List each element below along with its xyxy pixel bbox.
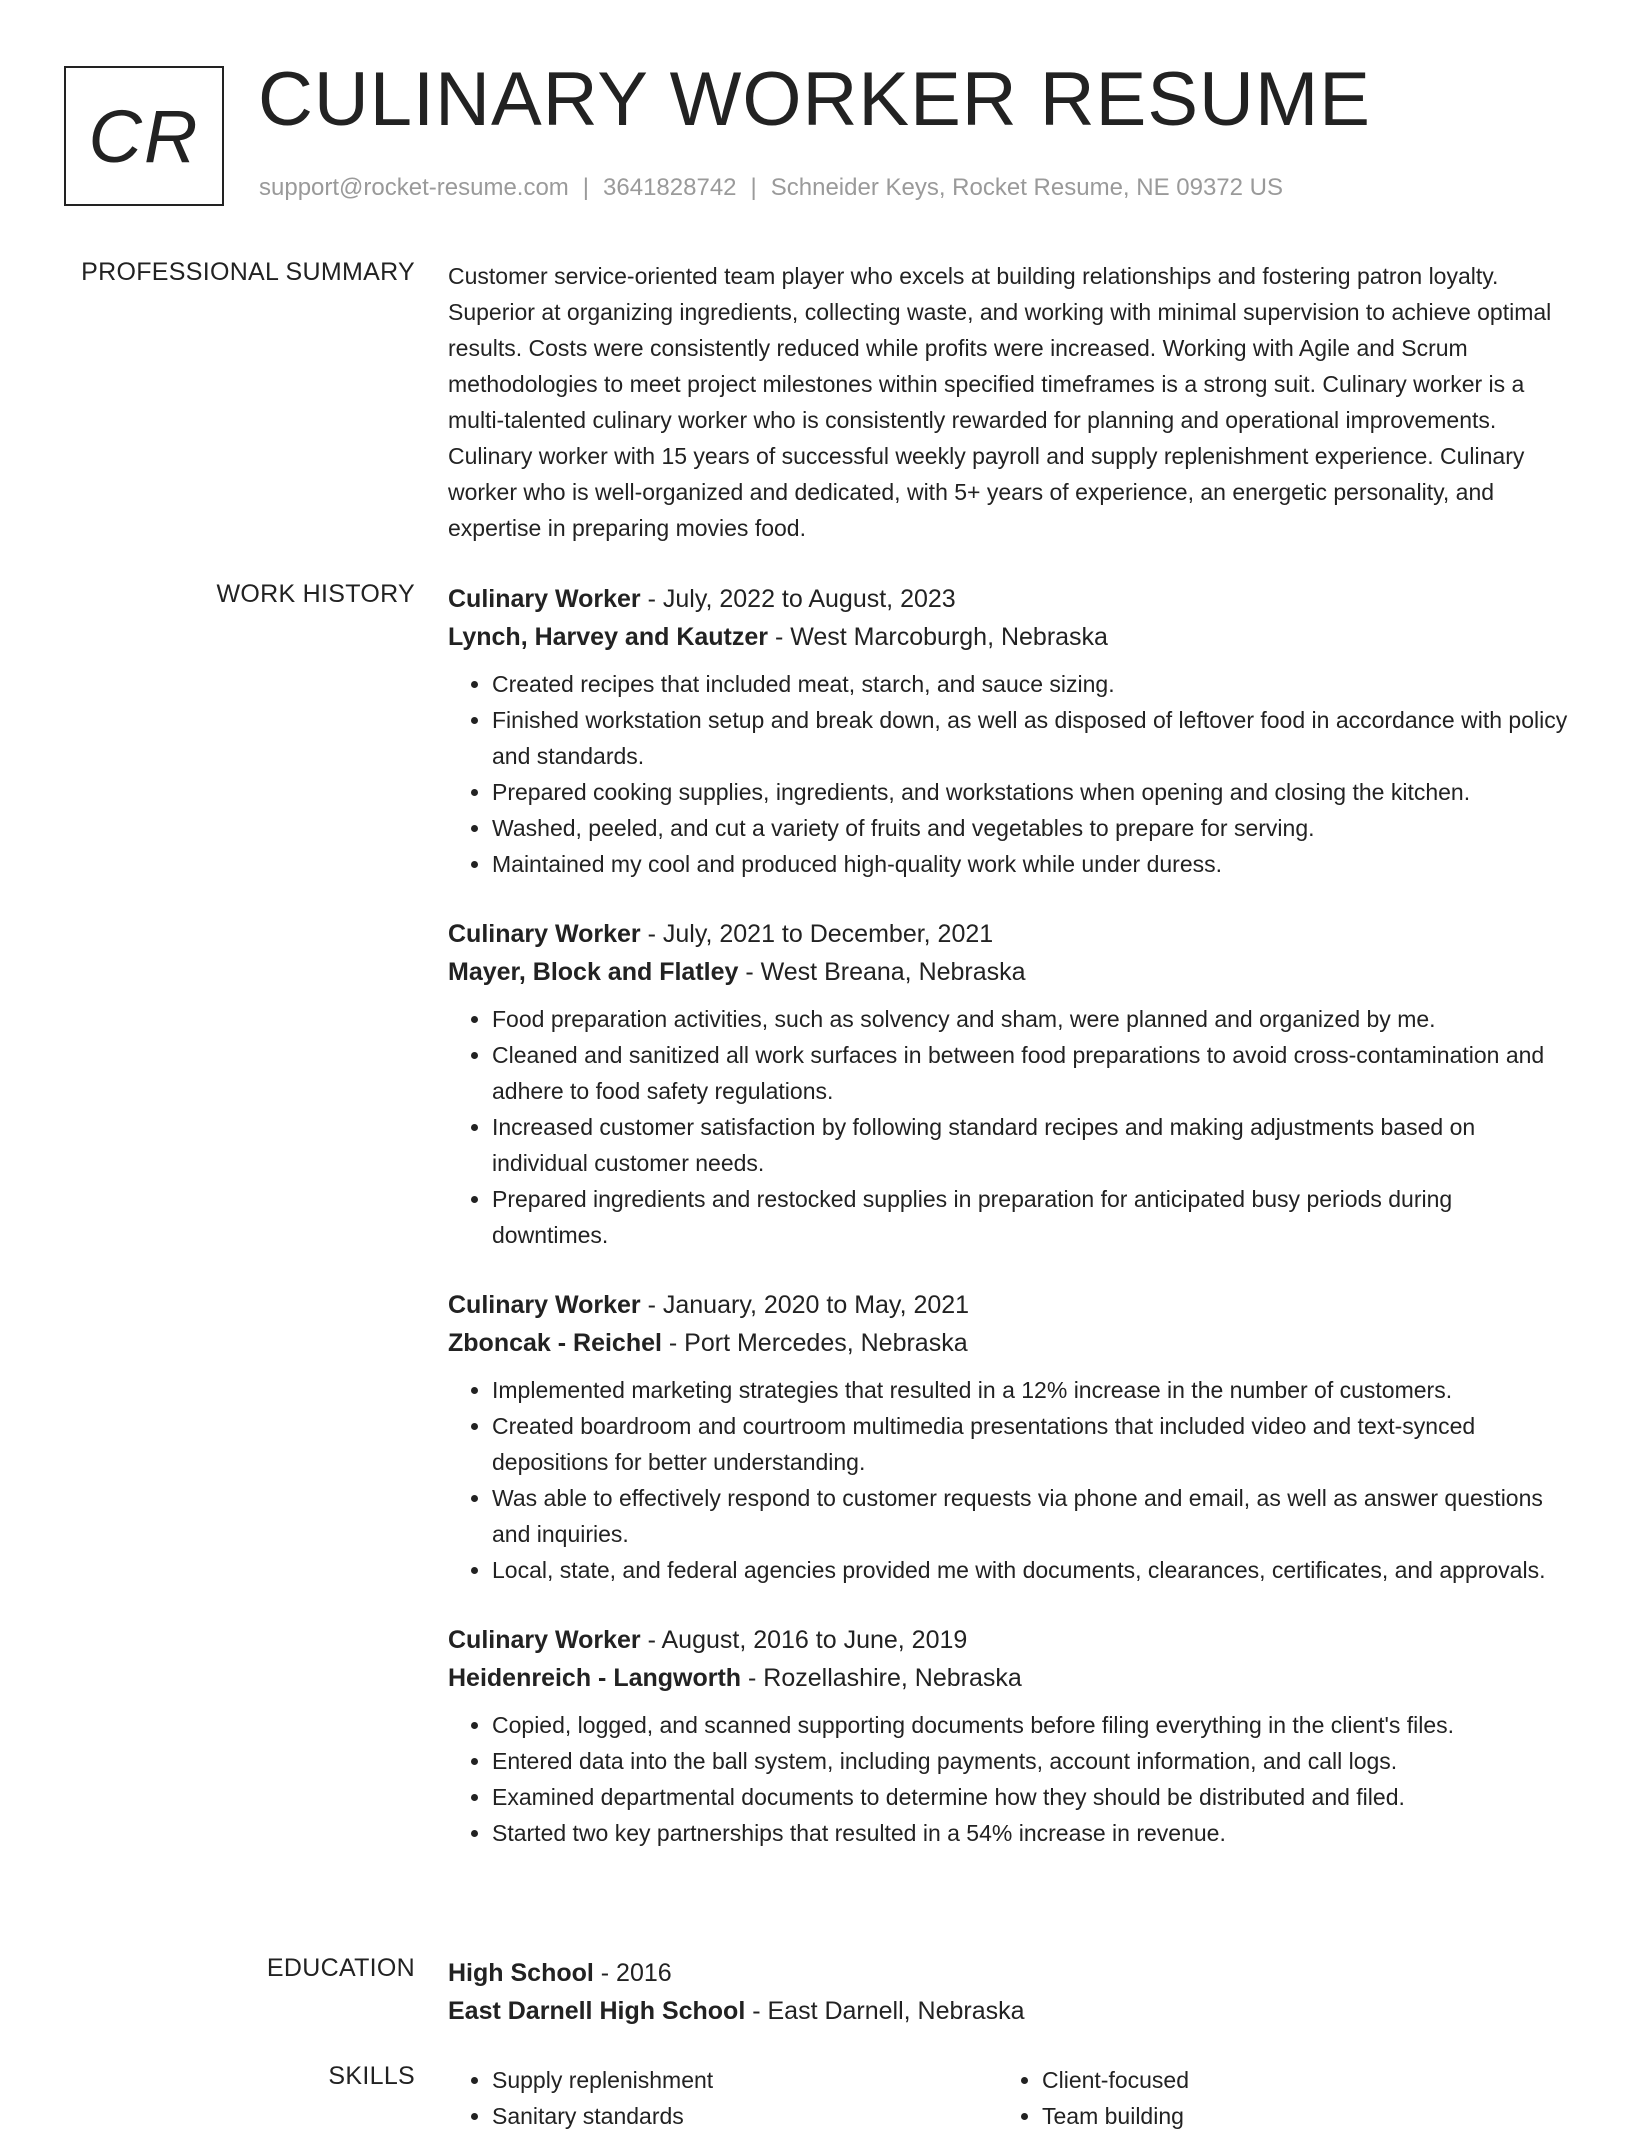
job-bullets xyxy=(448,1707,1568,1851)
summary-text: Customer service-oriented team player who excels at building relationships and fostering patron loyalty. Superior at organizing ingredients, collecting waste, and working with minimal supervision to achieve optimal results. Costs were consistently reduced while profits were increased. Working with Agile and Scrum methodologies to meet project milestones within specified timeframes is a strong suit. Culinary worker is a multi-talented culinary worker who is consistently rewarded for planning and operational improvements. Culinary worker with 15 years of successful weekly payroll and supply replenishment experience. Culinary worker who is well-organized and dedicated, with 5+ years of experience, an energetic personality, and expertise in preparing movies food. xyxy=(448,263,1552,541)
job-bullets xyxy=(448,1001,1568,1253)
job-dates: - August, 2016 to June, 2019 xyxy=(640,1626,968,1654)
job-bullet: • Created boardroom and courtroom multimedia presentations that included video and text-synced depositions for better understanding. xyxy=(492,1408,1568,1480)
skill-item: • Team building xyxy=(1042,2098,1548,2134)
job-entry xyxy=(448,1621,1568,1851)
skills-column-left xyxy=(448,2062,998,2134)
job-bullets xyxy=(448,666,1568,882)
section-label-skills: SKILLS xyxy=(328,2062,415,2090)
education-school: East Darnell High School xyxy=(448,1997,746,2025)
job-bullet: • Was able to effectively respond to customer requests via phone and email, as well as answer questions and inquiries. xyxy=(492,1480,1568,1552)
job-bullet: • Examined departmental documents to determine how they should be distributed and filed. xyxy=(492,1779,1568,1815)
section-label-education: EDUCATION xyxy=(266,1954,415,1982)
education-degree-line xyxy=(448,1954,1568,1992)
education-entry xyxy=(448,1954,1568,2030)
job-company-line xyxy=(448,618,1568,656)
job-bullet: • Increased customer satisfaction by following standard recipes and making adjustments based on individual customer needs. xyxy=(492,1109,1568,1181)
job-title-line xyxy=(448,915,1568,953)
education-year: - 2016 xyxy=(593,1959,672,1987)
job-title: Culinary Worker xyxy=(448,1626,641,1654)
job-company-line xyxy=(448,1324,1568,1362)
work-history-list xyxy=(448,580,1568,1884)
education-location: - East Darnell, Nebraska xyxy=(745,1997,1025,2025)
skill-item: • Client-focused xyxy=(1042,2062,1548,2098)
job-title-line xyxy=(448,1286,1568,1324)
job-entry xyxy=(448,1286,1568,1588)
job-bullet: • Washed, peeled, and cut a variety of fruits and vegetables to prepare for serving. xyxy=(492,810,1568,846)
education-school-line xyxy=(448,1992,1568,2030)
job-company-line xyxy=(448,1659,1568,1697)
job-entry xyxy=(448,915,1568,1253)
monogram-logo: CR xyxy=(64,66,224,206)
job-bullet: • Created recipes that included meat, starch, and sauce sizing. xyxy=(492,666,1568,702)
job-bullet: • Prepared ingredients and restocked supplies in preparation for anticipated busy periods during downtimes. xyxy=(492,1181,1568,1253)
job-bullet: • Started two key partnerships that resulted in a 54% increase in revenue. xyxy=(492,1815,1568,1851)
page-title: CULINARY WORKER RESUME xyxy=(258,57,1371,142)
section-label-summary: PROFESSIONAL SUMMARY xyxy=(81,258,415,286)
job-dates: - July, 2021 to December, 2021 xyxy=(640,920,994,948)
job-title-line xyxy=(448,1621,1568,1659)
skills-columns xyxy=(448,2062,1568,2134)
job-bullet: • Copied, logged, and scanned supporting documents before filing everything in the client's files. xyxy=(492,1707,1568,1743)
job-company: Zboncak - Reichel xyxy=(448,1329,662,1357)
section-label-work-history: WORK HISTORY xyxy=(216,580,415,608)
contact-separator: | xyxy=(750,174,757,201)
job-location: - Port Mercedes, Nebraska xyxy=(661,1329,968,1357)
job-location: - West Marcoburgh, Nebraska xyxy=(768,623,1108,651)
job-bullet: • Maintained my cool and produced high-quality work while under duress. xyxy=(492,846,1568,882)
skill-item: • Sanitary standards xyxy=(492,2098,998,2134)
job-dates: - July, 2022 to August, 2023 xyxy=(640,585,956,613)
job-entry xyxy=(448,580,1568,882)
job-company-line xyxy=(448,953,1568,991)
job-bullet: • Implemented marketing strategies that resulted in a 12% increase in the number of customers. xyxy=(492,1372,1568,1408)
job-title: Culinary Worker xyxy=(448,920,641,948)
job-company: Mayer, Block and Flatley xyxy=(448,958,739,986)
contact-line xyxy=(259,174,1283,202)
job-company: Heidenreich - Langworth xyxy=(448,1664,742,1692)
contact-address: Schneider Keys, Rocket Resume, NE 09372 US xyxy=(770,174,1283,201)
contact-separator: | xyxy=(582,174,590,201)
job-bullet: • Food preparation activities, such as solvency and sham, were planned and organized by me. xyxy=(492,1001,1568,1037)
job-bullet: • Prepared cooking supplies, ingredients, and workstations when opening and closing the kitchen. xyxy=(492,774,1568,810)
job-bullet: • Finished workstation setup and break down, as well as disposed of leftover food in accordance with policy and standards. xyxy=(492,702,1568,774)
job-bullet: • Entered data into the ball system, including payments, account information, and call logs. xyxy=(492,1743,1568,1779)
job-title: Culinary Worker xyxy=(448,585,641,613)
job-title-line xyxy=(448,580,1568,618)
job-title: Culinary Worker xyxy=(448,1291,641,1319)
job-bullet: • Cleaned and sanitized all work surfaces in between food preparations to avoid cross-contamination and adhere to food safety regulations. xyxy=(492,1037,1568,1109)
contact-phone[interactable]: 3641828742 xyxy=(603,174,737,201)
contact-email[interactable]: support@rocket-resume.com xyxy=(259,174,569,201)
skills-list xyxy=(448,2062,1568,2134)
job-bullets xyxy=(448,1372,1568,1588)
skill-item: • Supply replenishment xyxy=(492,2062,998,2098)
job-company: Lynch, Harvey and Kautzer xyxy=(448,623,769,651)
job-location: - West Breana, Nebraska xyxy=(738,958,1026,986)
skills-column-right xyxy=(998,2062,1548,2134)
job-dates: - January, 2020 to May, 2021 xyxy=(640,1291,970,1319)
job-bullet: • Local, state, and federal agencies provided me with documents, clearances, certificates, and approvals. xyxy=(492,1552,1568,1588)
education-degree: High School xyxy=(448,1959,594,1987)
job-location: - Rozellashire, Nebraska xyxy=(741,1664,1022,1692)
